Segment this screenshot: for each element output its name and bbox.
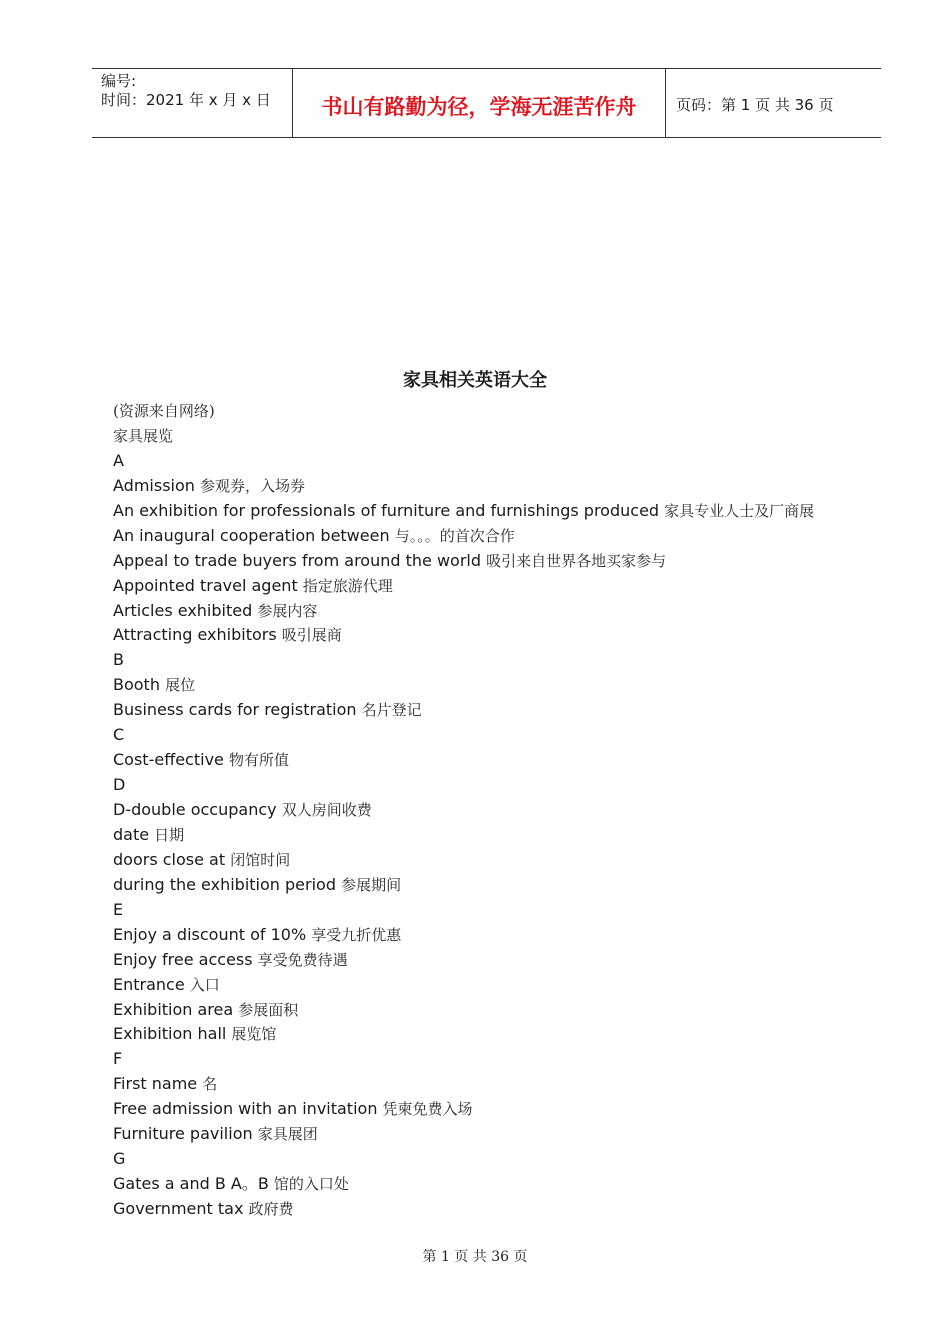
vocab-english: Cost-effective: [113, 750, 229, 770]
vocab-english: Enjoy free access: [113, 949, 258, 969]
vocab-line: [113, 424, 814, 449]
vocab-chinese: 名片登记: [361, 701, 422, 720]
vocab-chinese: 家具专业人士及厂商展: [664, 501, 815, 520]
vocab-line: [113, 798, 814, 823]
vocab-english: First name: [113, 1074, 203, 1094]
time-label: 时间：2021 年 x 月 x 日: [101, 91, 271, 109]
vocab-chinese: 双人房间收费: [281, 801, 372, 819]
vocab-english: An inaugural cooperation between: [113, 525, 395, 545]
vocab-chinese: 与。。。的首次合作: [394, 526, 515, 545]
vocab-english: D: [113, 775, 126, 795]
vocab-chinese: 展览馆: [231, 1025, 277, 1044]
vocab-line: [113, 948, 814, 973]
vocab-english: G: [113, 1149, 126, 1169]
vocab-chinese: 入口: [189, 975, 220, 994]
vocab-english: C: [113, 725, 125, 745]
vocab-english: doors close at: [113, 849, 231, 869]
vocab-english: Entrance: [113, 974, 190, 994]
vocab-chinese: 展位: [165, 676, 196, 695]
page-header: [92, 68, 881, 138]
vocab-english: Enjoy a discount of 10%: [113, 924, 312, 944]
vocab-line: [113, 698, 814, 723]
vocab-english: Exhibition area: [113, 999, 239, 1019]
vocab-line: [113, 648, 814, 673]
vocab-chinese: 家具展团: [257, 1125, 318, 1144]
vocab-english: Free admission with an invitation: [113, 1099, 383, 1119]
vocab-line: [113, 474, 814, 499]
vocab-chinese: 参展面积: [238, 1000, 299, 1019]
vocab-english: Articles exhibited: [113, 600, 258, 620]
vocab-english: An exhibition for professionals of furniture and furnishings produced: [113, 500, 665, 520]
vocab-english: D-double occupancy: [113, 800, 282, 819]
vocab-line: [113, 599, 814, 624]
page-code: 页码：第 1 页 共 36 页: [676, 96, 834, 114]
vocab-english: F: [113, 1049, 123, 1069]
header-meta-cell: [92, 69, 293, 137]
vocab-line: [113, 823, 814, 848]
vocab-chinese: 闭馆时间: [230, 850, 291, 869]
vocab-english: Booth: [113, 675, 166, 695]
vocab-chinese: 名: [202, 1075, 218, 1094]
vocab-line: [113, 898, 814, 923]
vocab-line: [113, 499, 814, 524]
number-label: 编号:: [101, 72, 137, 90]
vocab-english: Furniture pavilion: [113, 1124, 258, 1144]
vocab-chinese: 享受九折优惠: [311, 925, 402, 944]
vocab-chinese: 凭柬免费入场: [382, 1100, 473, 1119]
vocabulary-list: [113, 399, 814, 1222]
document-title: 家具相关英语大全: [403, 370, 547, 391]
vocab-chinese: 享受免费待遇: [257, 950, 348, 969]
vocab-english: Admission: [113, 475, 200, 495]
vocab-chinese: 参观券，入场券: [199, 476, 305, 495]
vocab-line: [113, 449, 814, 474]
vocab-chinese: 政府费: [248, 1200, 294, 1218]
vocab-line: [113, 973, 814, 998]
vocab-line: [113, 524, 814, 549]
vocab-chinese: 吸引来自世界各地买家参与: [486, 551, 667, 570]
vocab-english: during the exhibition period: [113, 874, 342, 894]
vocab-english: A: [113, 450, 124, 470]
vocab-chinese: 家具展览: [113, 426, 174, 445]
vocab-line: [113, 1072, 814, 1097]
vocab-line: [113, 1172, 814, 1197]
vocab-line: [113, 923, 814, 948]
vocab-chinese: 参展内容: [257, 601, 318, 620]
vocab-line: [113, 549, 814, 574]
vocab-chinese: 指定旅游代理: [302, 576, 393, 595]
vocab-english: Gates a and B A。B: [113, 1174, 274, 1194]
vocab-line: [113, 998, 814, 1023]
vocab-chinese: 吸引展商: [281, 626, 342, 645]
vocab-line: [113, 723, 814, 748]
vocab-chinese: 参展期间: [341, 875, 402, 894]
vocab-line: [113, 848, 814, 873]
vocab-english: E: [113, 899, 124, 919]
vocab-line: [113, 1147, 814, 1172]
page-footer: 第 1 页 共 36 页: [422, 1249, 528, 1265]
header-page-cell: [666, 69, 881, 137]
vocab-line: [113, 399, 814, 424]
vocab-chinese: (资源来自网络): [113, 402, 215, 420]
vocab-line: [113, 1122, 814, 1147]
vocab-line: [113, 1047, 814, 1072]
vocab-english: Exhibition hall: [113, 1024, 232, 1044]
vocab-line: [113, 623, 814, 648]
vocab-line: [113, 673, 814, 698]
vocab-english: Appeal to trade buyers from around the world: [113, 550, 487, 570]
vocab-english: Attracting exhibitors: [113, 625, 282, 645]
vocab-chinese: 日期: [154, 825, 185, 844]
vocab-chinese: 物有所值: [228, 751, 289, 770]
vocab-line: [113, 1022, 814, 1047]
vocab-english: B: [113, 650, 124, 670]
vocab-english: date: [113, 824, 155, 844]
vocab-line: [113, 773, 814, 798]
vocab-chinese: 馆的入口处: [273, 1175, 349, 1194]
vocab-english: Business cards for registration: [113, 700, 362, 720]
vocab-line: [113, 1097, 814, 1122]
vocab-english: Government tax: [113, 1199, 249, 1218]
vocab-line: [113, 748, 814, 773]
vocab-english: Appointed travel agent: [113, 575, 303, 595]
vocab-line: [113, 873, 814, 898]
vocab-line: [113, 1197, 814, 1222]
motto: 书山有路勤为径，学海无涯苦作舟: [321, 94, 637, 119]
vocab-line: [113, 574, 814, 599]
header-motto-cell: [293, 69, 666, 137]
